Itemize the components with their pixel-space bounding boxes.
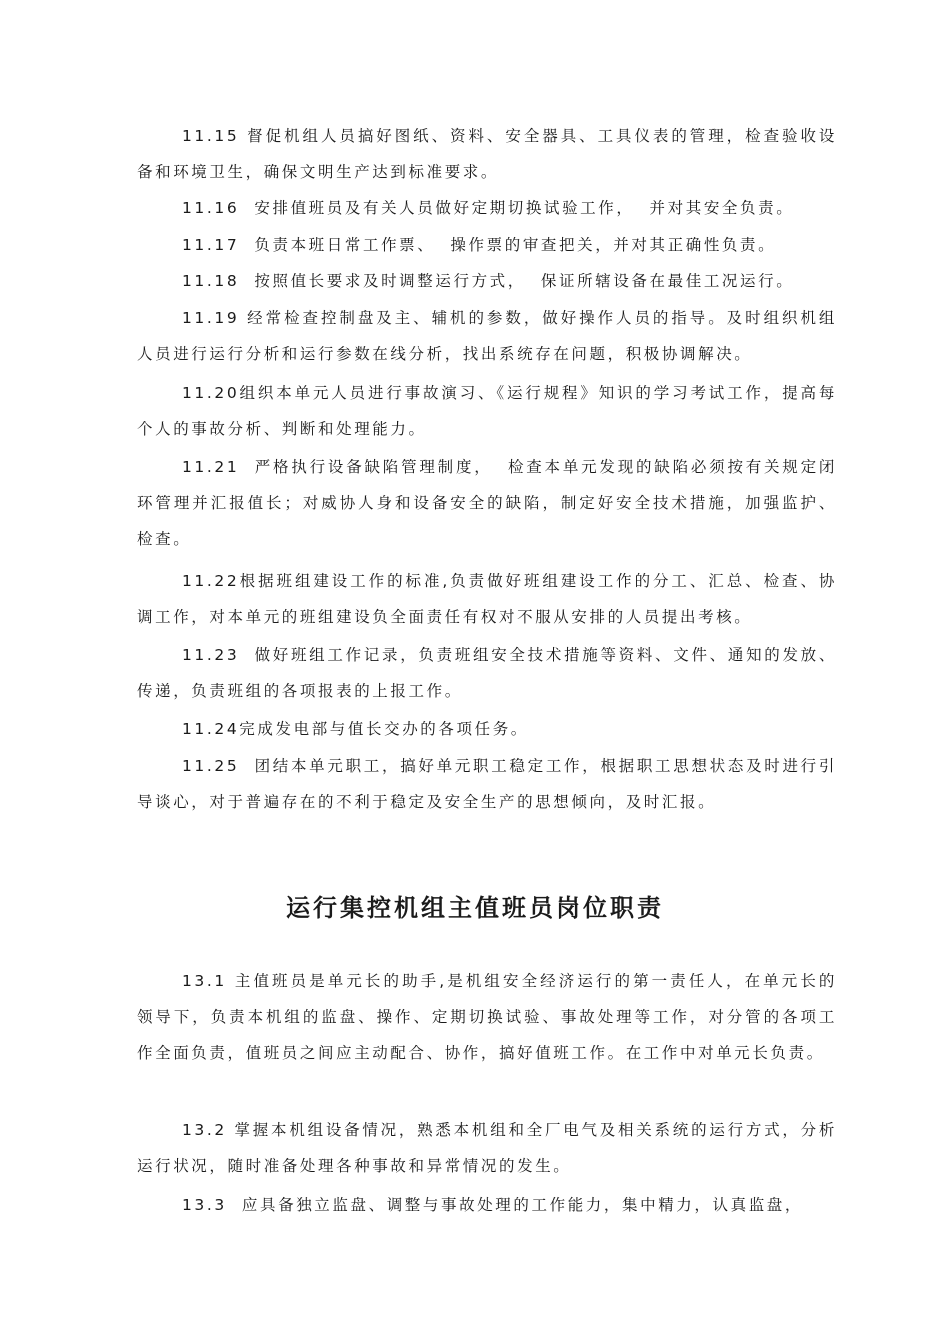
paragraph-11-25: 11.25 团结本单元职工，搞好单元职工稳定工作，根据职工思想状态及时进行引导谈心，对于普遍存在的不利于稳定及安全生产的思想倾向，及时汇报。 [137,757,837,811]
paragraph-11-16: 11.16 安排值班员及有关人员做好定期切换试验工作， 并对其安全负责。 [181,199,795,217]
section-title: 运行集控机组主值班员岗位职责 [286,894,664,922]
paragraph-11-19: 11.19 经常检查控制盘及主、辅机的参数，做好操作人员的指导。及时组织机组人员进行运行分析和运行参数在线分析，找出系统存在问题，积极协调解决。 [137,309,837,363]
paragraph-11-22: 11.22根据班组建设工作的标准,负责做好班组建设工作的分工、汇总、检查、协调工作，对本单元的班组建设负全面责任有权对不服从安排的人员提出考核。 [137,572,837,626]
paragraph-11-15: 11.15 督促机组人员搞好图纸、资料、安全器具、工具仪表的管理，检查验收设备和环境卫生，确保文明生产达到标准要求。 [137,127,837,181]
paragraph-11-24: 11.24完成发电部与值长交办的各项任务。 [181,720,529,738]
paragraph-11-20: 11.20组织本单元人员进行事故演习、《运行规程》知识的学习考试工作，提高每个人的事故分析、判断和处理能力。 [137,384,837,438]
paragraph-11-21: 11.21 严格执行设备缺陷管理制度， 检查本单元发现的缺陷必须按有关规定闭环管理并汇报值长；对威协人身和设备安全的缺陷，制定好安全技术措施，加强监护、检查。 [137,458,837,548]
paragraph-13-2: 13.2 掌握本机组设备情况，熟悉本机组和全厂电气及相关系统的运行方式，分析运行状况，随时准备处理各种事故和异常情况的发生。 [137,1121,837,1175]
paragraph-13-3: 13.3 应具备独立监盘、调整与事故处理的工作能力，集中精力，认真监盘， [181,1196,804,1214]
paragraph-11-18: 11.18 按照值长要求及时调整运行方式， 保证所辖设备在最佳工况运行。 [181,272,795,290]
paragraph-11-17: 11.17 负责本班日常工作票、 操作票的审查把关，并对其正确性负责。 [181,236,777,254]
paragraph-11-23: 11.23 做好班组工作记录，负责班组安全技术措施等资料、文件、通知的发放、传递，负责班组的各项报表的上报工作。 [137,646,837,700]
paragraph-13-1: 13.1 主值班员是单元长的助手,是机组安全经济运行的第一责任人，在单元长的领导下，负责本机组的监盘、操作、定期切换试验、事故处理等工作，对分管的各项工作全面负责，值班员之间应主动配合、协作，搞好值班工作。在工作中对单元长负责。 [137,972,837,1062]
